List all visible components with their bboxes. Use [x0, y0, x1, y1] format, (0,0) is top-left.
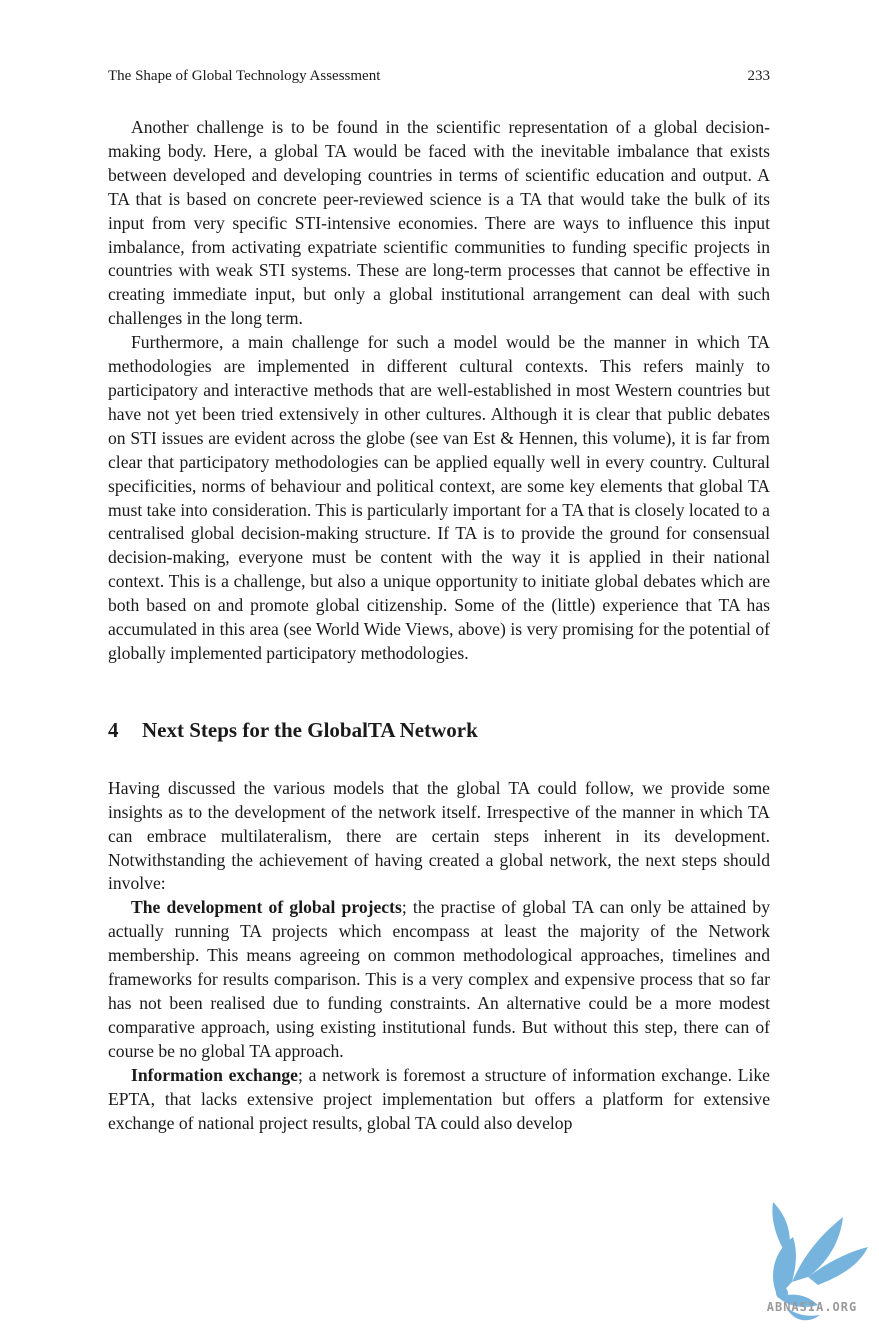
step-text: ; the practise of global TA can only be attained by actually running TA projects which encompass at least the majority of the Network membership. This means agreeing on common methodological approaches, timelines and frameworks for results comparison. This is a very complex and expensive process that so far has not been realised due to funding constraints. An alternative could be a more modest comparative approach, using existing institutional funds. But without this step, there can of course be no global TA approach.: [108, 897, 770, 1061]
intro-paragraph: Having discussed the various models that the global TA could follow, we provide some insights as to the development of the network itself. Irrespective of the manner in which TA can embrace multilateralism, there are certain steps inherent in its development. Notwithstanding the achievement of having created a global network, the next steps should involve:: [108, 777, 770, 894]
page: [108, 66, 770, 1135]
step-term: The development of global projects: [131, 897, 402, 918]
running-title: The Shape of Global Technology Assessment: [108, 68, 381, 84]
step-term: Information exchange: [131, 1064, 298, 1085]
body-paragraph-2: Furthermore, a main challenge for such a model would be the manner in which TA methodologies are implemented in different cultural contexts. This refers mainly to participatory and interactive methods that are well-established in most Western countries but have not yet been tried extensively in other cultures. Although it is clear that public debates on STI issues are evident across the globe (see van Est & Hennen, this volume), it is far from clear that participatory methodologies can be applied equally well in every country. Cultural specificities, norms of behaviour and political context, are some key elements that global TA must take into consideration. This is particularly important for a TA that is closely located to a centralised global decision-making structure. If TA is to provide the ground for consensual decision-making, everyone must be content with the way it is applied in their national context. This is a challenge, but also a unique opportunity to initiate global debates which are both based on and promote global citizenship. Some of the (little) experience that TA has accumulated in this area (see World Wide Views, above) is very promising for the potential of globally implemented participatory methodologies.: [108, 332, 770, 663]
step-text: ; a network is foremost a structure of information exchange. Like EPTA, that lacks extensive project implementation but offers a platform for extensive exchange of national project results, global TA could also develop: [108, 1064, 770, 1133]
section-number: 4: [108, 717, 119, 742]
section-heading: [108, 717, 770, 743]
step-paragraph-2: [108, 1064, 770, 1136]
watermark-text: ABNASIA.ORG: [766, 1300, 858, 1314]
page-number: 233: [747, 68, 770, 84]
step-paragraph-1: [108, 896, 770, 1063]
running-head: [108, 66, 770, 86]
section-title: Next Steps for the GlobalTA Network: [142, 717, 478, 742]
body-paragraph-1: Another challenge is to be found in the scientific representation of a global decision-making body. Here, a global TA would be faced with the inevitable imbalance that exists between developed and developing countries in terms of scientific education and output. A TA that is based on concrete peer-reviewed science is a TA that would take the bulk of its input from very specific STI-intensive economies. There are ways to influence this input imbalance, from activating expatriate scientific communities to funding specific projects in countries with weak STI systems. These are long-term processes that cannot be effective in creating immediate input, but only a global institutional arrangement can deal with such challenges in the long term.: [108, 117, 770, 329]
